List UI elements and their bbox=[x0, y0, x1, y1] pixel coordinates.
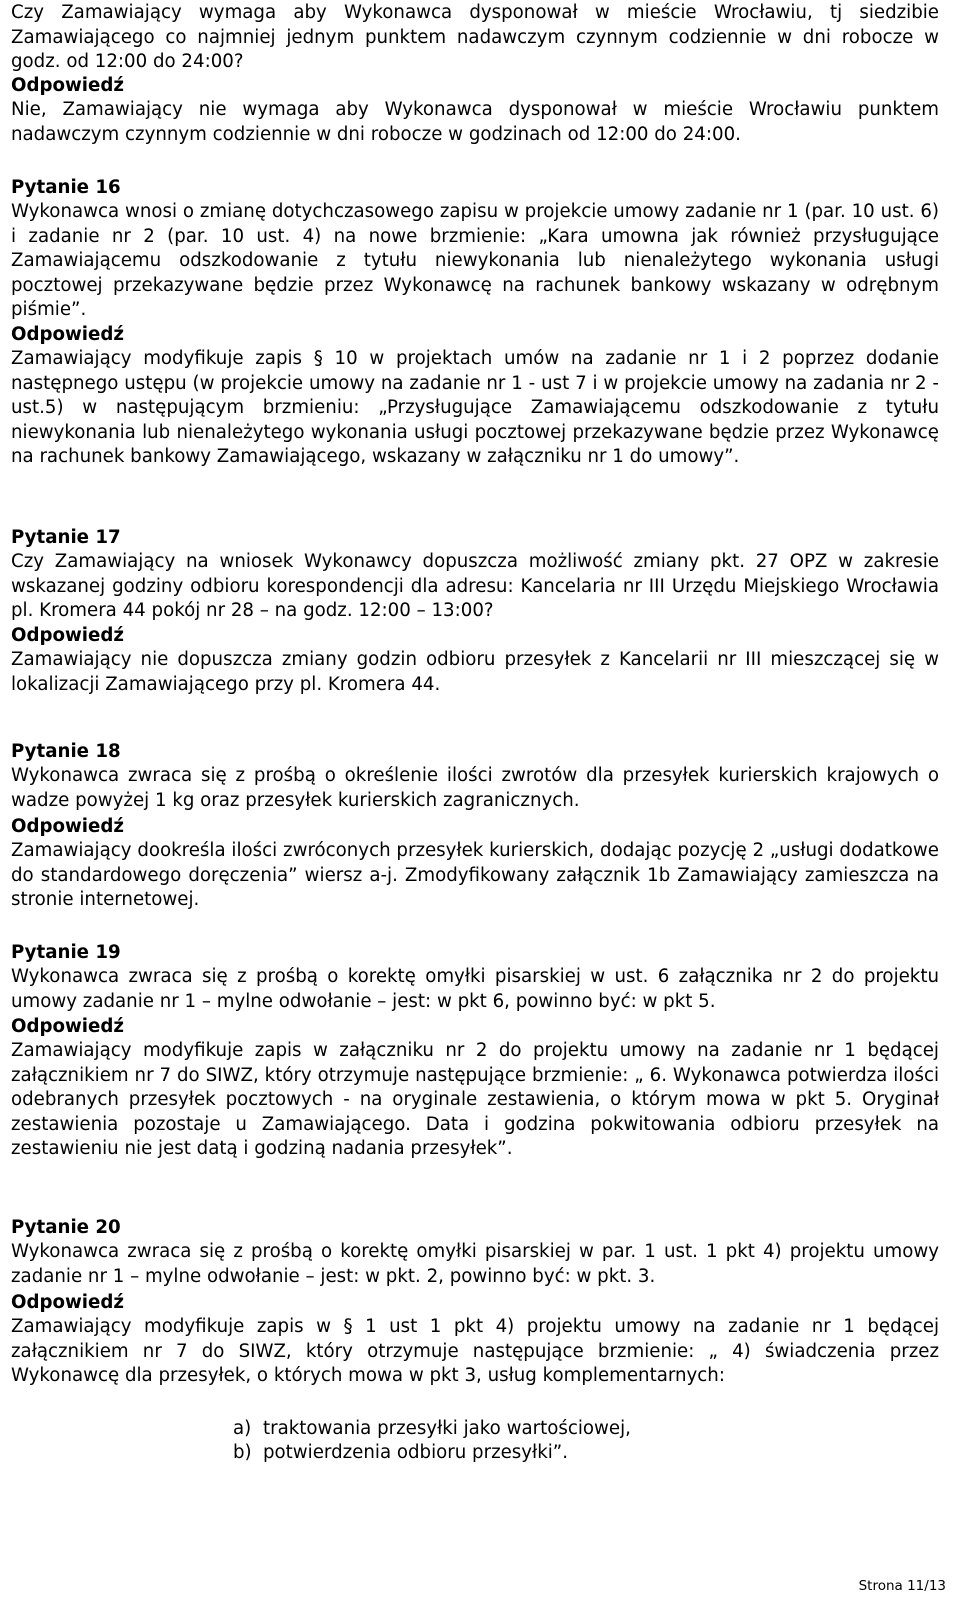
q18-answer-label: Odpowiedź bbox=[11, 816, 124, 837]
q19-answer-label: Odpowiedź bbox=[11, 1016, 124, 1037]
q16-answer: Zamawiający modyfikuje zapis § 10 w projektach umów na zadanie nr 1 i 2 poprzez dodanie następnego ustępu (w projekcie umowy na zadanie nr 1 - ust 7 i w projekcie umowy na zadania nr 2 - ust.5) w następującym brzmieniu: „Przysługujące Zamawiającemu odszkodowanie z tytułu niewykonania lub nienależytego wykonania usługi pocztowej przekazywane będzie przez Wykonawcę na rachunek bankowy Zamawiającego, wskazany w załączniku nr 1 do umowy”. bbox=[11, 348, 939, 467]
q20-question: Wykonawca zwraca się z prośbą o korektę omyłki pisarskiej w par. 1 ust. 1 pkt 4) projektu umowy zadanie nr 1 – mylne odwołanie – jest: w pkt. 2, powinno być: w pkt. 3. bbox=[11, 1241, 939, 1287]
list-item-text: potwierdzenia odbioru przesyłki”. bbox=[263, 1442, 569, 1463]
q20-heading: Pytanie 20 bbox=[11, 1217, 121, 1238]
q16-answer-label: Odpowiedź bbox=[11, 324, 124, 345]
q19-heading: Pytanie 19 bbox=[11, 942, 121, 963]
q18-answer: Zamawiający dookreśla ilości zwróconych przesyłek kurierskich, dodając pozycję 2 „usługi dodatkowe do standardowego doręczenia” wiersz a-j. Zmodyfikowany załącznik 1b Zamawiający zamieszcza na stronie internetowej. bbox=[11, 840, 939, 910]
q20-answer-label: Odpowiedź bbox=[11, 1292, 124, 1313]
q20-answer: Zamawiający modyfikuje zapis w § 1 ust 1 pkt 4) projektu umowy na zadanie nr 1 będącej załącznikiem nr 7 do SIWZ, który otrzymuje następujące brzmienie: „ 4) świadczenia przez Wykonawcę dla przesyłek, o których mowa w pkt 3, usług komplementarnych: bbox=[11, 1316, 939, 1386]
list-item-letter: a) bbox=[233, 1418, 252, 1439]
q16-heading: Pytanie 16 bbox=[11, 177, 121, 198]
q19-answer: Zamawiający modyfikuje zapis w załączniku nr 2 do projektu umowy na zadanie nr 1 będącej załącznikiem nr 7 do SIWZ, który otrzymuje następujące brzmienie: „ 6. Wykonawca potwierdza ilości odebranych przesyłek pocztowych - na oryginale zestawienia, o którym mowa w pkt 5. Oryginał zestawienia pozostaje u Zamawiającego. Data i godzina pokwitowania odbioru przesyłek na zestawieniu nie jest datą i godziną nadania przesyłek”. bbox=[11, 1040, 939, 1159]
q17-answer-label: Odpowiedź bbox=[11, 625, 124, 646]
intro-question: Czy Zamawiający wymaga aby Wykonawca dysponował w mieście Wrocławiu, tj siedzibie Zamawiającego co najmniej jednym punktem nadawczym czynnym codziennie w dni robocze w godz. od 12:00 do 24:00? bbox=[11, 2, 939, 72]
q19-question: Wykonawca zwraca się z prośbą o korektę omyłki pisarskiej w ust. 6 załącznika nr 2 do projektu umowy zadanie nr 1 – mylne odwołanie – jest: w pkt 6, powinno być: w pkt 5. bbox=[11, 966, 939, 1012]
q17-answer: Zamawiający nie dopuszcza zmiany godzin odbioru przesyłek z Kancelarii nr III mieszczącej się w lokalizacji Zamawiającego przy pl. Kromera 44. bbox=[11, 649, 939, 695]
q18-question: Wykonawca zwraca się z prośbą o określenie ilości zwrotów dla przesyłek kurierskich krajowych o wadze powyżej 1 kg oraz przesyłek kurierskich zagranicznych. bbox=[11, 765, 939, 811]
q18-heading: Pytanie 18 bbox=[11, 741, 121, 762]
list-item bbox=[233, 1441, 568, 1466]
list-item-text: traktowania przesyłki jako wartościowej, bbox=[263, 1418, 631, 1439]
list-item bbox=[233, 1417, 631, 1442]
intro-answer: Nie, Zamawiający nie wymaga aby Wykonawca dysponował w mieście Wrocławiu punktem nadawczym czynnym codziennie w dni robocze w godzinach od 12:00 do 24:00. bbox=[11, 99, 939, 145]
q17-question: Czy Zamawiający na wniosek Wykonawcy dopuszcza możliwość zmiany pkt. 27 OPZ w zakresie wskazanej godziny odbioru korespondencji dla adresu: Kancelaria nr III Urzędu Miejskiego Wrocławia pl. Kromera 44 pokój nr 28 – na godz. 12:00 – 13:00? bbox=[11, 551, 939, 621]
list-item-letter: b) bbox=[233, 1442, 252, 1463]
page-number: Strona 11/13 bbox=[858, 1578, 946, 1594]
intro-answer-label: Odpowiedź bbox=[11, 75, 124, 96]
q16-question: Wykonawca wnosi o zmianę dotychczasowego zapisu w projekcie umowy zadanie nr 1 (par. 10 ust. 6) i zadanie nr 2 (par. 10 ust. 4) na nowe brzmienie: „Kara umowna jak również przysługujące Zamawiającemu odszkodowanie z tytułu niewykonania lub nienależytego wykonania usługi pocztowej przekazywane będzie przez Wykonawcę na rachunek bankowy wskazany w odrębnym piśmie”. bbox=[11, 201, 939, 320]
q17-heading: Pytanie 17 bbox=[11, 527, 121, 548]
